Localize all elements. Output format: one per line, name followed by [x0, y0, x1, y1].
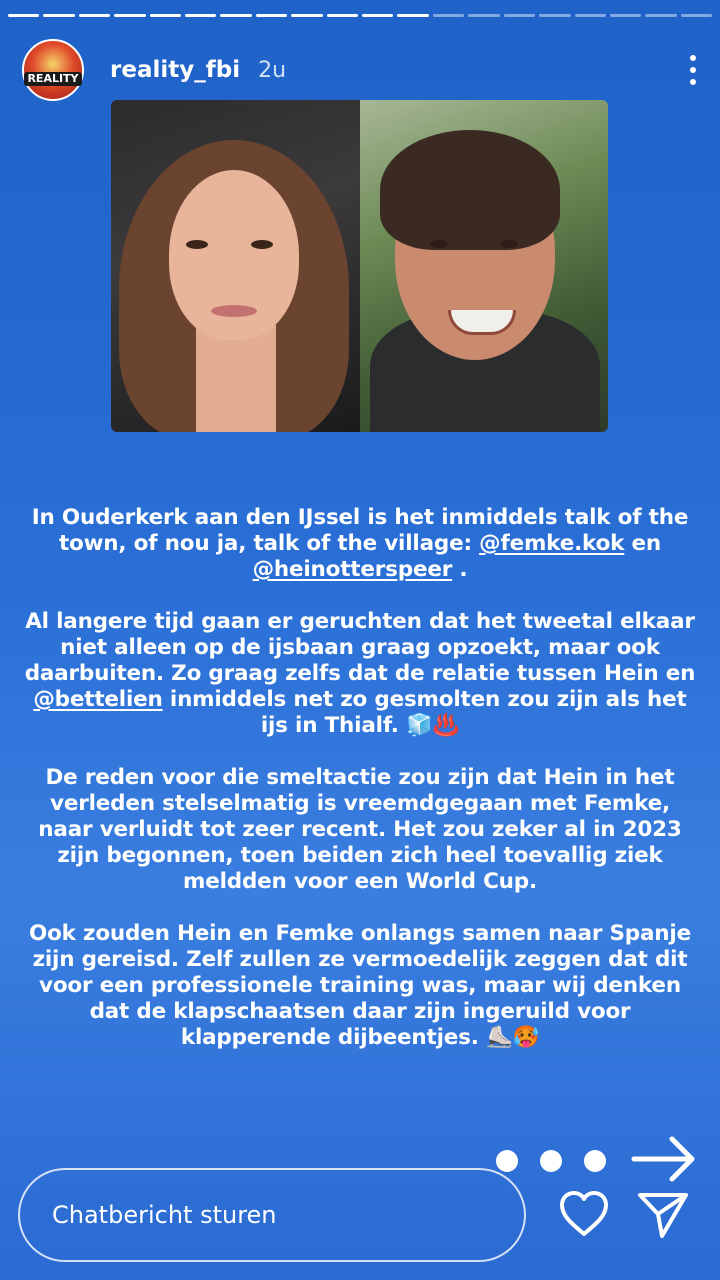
progress-segment — [150, 14, 181, 17]
progress-segment — [8, 14, 39, 17]
mention-hein[interactable]: @heinotterspeer — [252, 557, 453, 582]
pager-dots — [496, 1150, 606, 1172]
paragraph-2: Al langere tijd gaan er geruchten dat het tweetal elkaar niet alleen op de ijsbaan graag opzoekt, maar ook daarbuiten. Zo graag zelfs dat de relatie tussen Hein en @bettelien inmiddels net zo gesmolten zou zijn als het ijs in Thialf. 🧊♨️ — [24, 609, 696, 738]
story-photo — [111, 100, 608, 432]
progress-segment — [43, 14, 74, 17]
chat-input-container[interactable] — [18, 1168, 526, 1262]
progress-segment — [468, 14, 499, 17]
avatar[interactable] — [22, 39, 84, 101]
progress-segment — [185, 14, 216, 17]
progress-segment — [79, 14, 110, 17]
paragraph-4: Ook zouden Hein en Femke onlangs samen naar Spanje zijn gereisd. Zelf zullen ze vermoedelijk zeggen dat dit voor een professionele training was, maar wij denken dat de klapschaatsen daar zijn ingeruild voor klapperende dijbeentjes. ⛸️🥵 — [29, 921, 691, 1050]
more-options-icon[interactable] — [688, 55, 698, 85]
paragraph-1: In Ouderkerk aan den IJssel is het inmiddels talk of the town, of nou ja, talk of the village: @femke.kok en @heinotterspeer . — [31, 505, 689, 582]
progress-segment — [504, 14, 535, 17]
heart-icon[interactable] — [558, 1190, 610, 1238]
progress-segment — [114, 14, 145, 17]
progress-segment — [681, 14, 712, 17]
chat-input[interactable] — [50, 1200, 494, 1230]
progress-segment — [327, 14, 358, 17]
progress-segment — [291, 14, 322, 17]
mention-femke[interactable]: @femke.kok — [479, 531, 625, 556]
progress-segment — [575, 14, 606, 17]
photo-woman — [111, 100, 360, 432]
arrow-right-icon[interactable] — [630, 1134, 698, 1184]
progress-segment — [362, 14, 393, 17]
story-text — [20, 505, 700, 1077]
progress-segment — [433, 14, 464, 17]
photo-man — [360, 100, 609, 432]
story-header — [22, 38, 698, 102]
progress-segment — [256, 14, 287, 17]
progress-segment — [220, 14, 251, 17]
progress-segment — [645, 14, 676, 17]
story-progress-bar — [8, 14, 712, 17]
username[interactable]: reality_fbi — [110, 57, 241, 83]
mention-bettelien[interactable]: @bettelien — [33, 687, 163, 712]
progress-segment — [610, 14, 641, 17]
avatar-logo-text: REALITY — [24, 72, 81, 86]
post-time: 2u — [258, 57, 287, 83]
send-icon[interactable] — [636, 1190, 690, 1240]
paragraph-3: De reden voor die smeltactie zou zijn dat Hein in het verleden stelselmatig is vreemdgegaan met Femke, naar verluidt tot zeer recent. Het zou zeker al in 2023 zijn begonnen, toen beiden zich heel toevallig ziek meldden voor een World Cup. — [38, 765, 682, 894]
progress-segment — [397, 14, 428, 17]
progress-segment — [539, 14, 570, 17]
